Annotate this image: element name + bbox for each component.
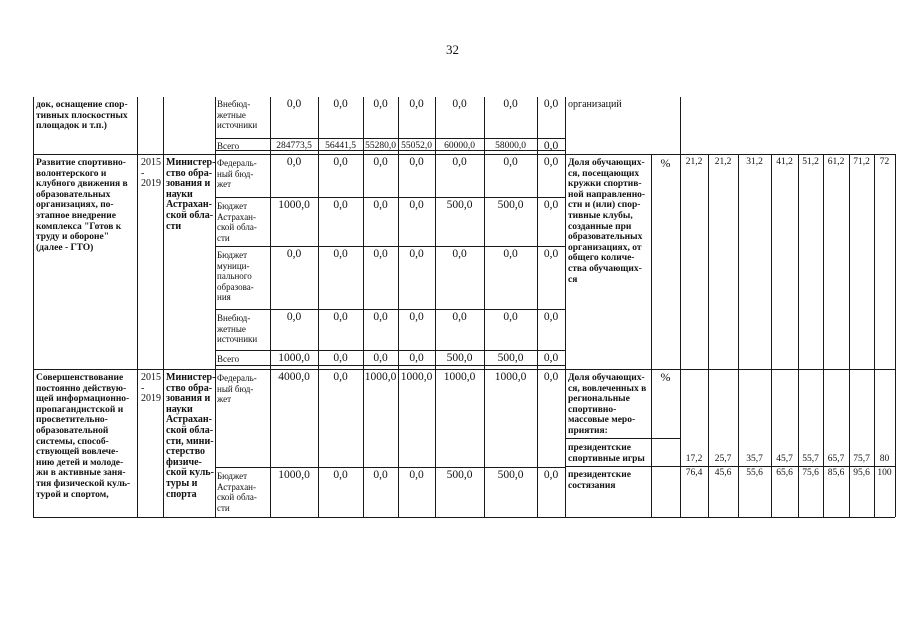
amount-cell: 0,0 — [409, 199, 424, 211]
amount-cell: 500,0 — [446, 352, 473, 364]
amount-cell: 1000,0 — [364, 371, 397, 383]
funding-source: Бюджет Астрахан- ской обла- сти — [217, 201, 257, 243]
result-value: 85,6 — [827, 468, 845, 478]
indicator-text: Доля обучающих- ся, посещающих кружки спортив- ной направленно- сти и (или) спор- тивные клубы, созданные при образовательных организациях, от общего количе- ства обучающих- ся — [568, 158, 646, 285]
amount-cell: 0,0 — [286, 311, 302, 323]
amount-cell: 55052,0 — [401, 141, 432, 151]
page-number: 32 — [446, 42, 459, 57]
years: 2015 - 2019 — [141, 372, 161, 405]
unit: % — [660, 370, 671, 384]
result-value: 95,6 — [853, 468, 870, 478]
funding-source: Всего — [217, 354, 240, 364]
grid-line — [895, 154, 896, 517]
grid-line — [215, 138, 565, 139]
result-value: 35,7 — [746, 454, 763, 464]
funding-source: Федераль- ный бюд- жет — [217, 158, 257, 190]
grid-line — [565, 97, 566, 517]
amount-cell: 0,0 — [543, 311, 559, 323]
amount-cell: 0,0 — [452, 311, 467, 323]
amount-cell: 0,0 — [452, 98, 467, 110]
amount-cell: 56441,5 — [325, 141, 356, 151]
amount-cell: 0,0 — [373, 248, 388, 260]
funding-source: Бюджет Астрахан- ской обла- сти — [217, 471, 257, 513]
amount-cell: 58000,0 — [495, 141, 526, 151]
years: 2015 - 2019 — [141, 157, 161, 190]
result-value: 31,2 — [746, 157, 763, 167]
amount-cell: 1000,0 — [278, 469, 310, 481]
amount-cell: 500,0 — [497, 352, 524, 364]
amount-cell: 1000,0 — [443, 371, 476, 383]
indicator-text: организаций — [568, 99, 622, 110]
result-value: 61,2 — [827, 157, 845, 167]
indicator-text: президентские спортивные игры — [568, 443, 645, 464]
amount-cell: 0,0 — [333, 311, 348, 323]
amount-cell: 55280,0 — [365, 141, 396, 151]
result-value: 55,6 — [746, 468, 763, 478]
grid-line — [565, 438, 680, 439]
grid-line — [651, 154, 652, 517]
amount-cell: 0,0 — [452, 248, 467, 260]
amount-cell: 0,0 — [333, 352, 348, 364]
amount-cell: 60000,0 — [444, 141, 475, 151]
amount-cell: 500,0 — [446, 469, 473, 481]
funding-source: Внебюд- жетные источники — [217, 99, 258, 131]
amount-cell: 0,0 — [333, 98, 348, 110]
amount-cell: 0,0 — [409, 156, 424, 168]
grid-line — [565, 466, 895, 467]
result-value: 65,7 — [827, 454, 845, 464]
amount-cell: 0,0 — [452, 156, 467, 168]
amount-cell: 0,0 — [543, 156, 559, 168]
amount-cell: 0,0 — [373, 311, 388, 323]
amount-cell: 0,0 — [373, 98, 388, 110]
program-table — [33, 97, 895, 517]
amount-cell: 0,0 — [543, 248, 559, 260]
indicator-text: президентские состязания — [568, 470, 631, 491]
unit: % — [660, 156, 671, 170]
result-value: 25,7 — [714, 454, 732, 464]
amount-cell: 0,0 — [373, 469, 388, 481]
result-value: 51,2 — [802, 157, 819, 167]
amount-cell: 0,0 — [543, 140, 559, 152]
activity-name: док, оснащение спор- тивных плоскостных площадок и т.п.) — [36, 100, 128, 132]
executor: Министер- ство обра- зования и науки Астрахан- ской обла- сти, мини- стерство физиче- ской куль- туры и спорта — [166, 372, 216, 500]
amount-cell: 0,0 — [543, 352, 559, 364]
grid-line — [163, 97, 164, 517]
activity-name: Развитие спортивно- волонтерского и клубного движения в образовательных организациях, по- этапное внедрение комплекса "Готов к труду и обороне" (далее - ГТО) — [36, 158, 128, 253]
amount-cell: 284773,5 — [276, 141, 312, 151]
result-value: 100 — [877, 468, 892, 478]
funding-source: Всего — [217, 141, 240, 151]
amount-cell: 1000,0 — [278, 352, 310, 364]
result-value: 75,7 — [853, 454, 870, 464]
amount-cell: 1000,0 — [278, 199, 310, 211]
amount-cell: 0,0 — [409, 98, 424, 110]
result-value: 21,2 — [685, 157, 703, 167]
amount-cell: 0,0 — [409, 248, 424, 260]
amount-cell: 4000,0 — [278, 371, 310, 383]
result-value: 72 — [879, 157, 890, 167]
result-value: 65,6 — [776, 468, 793, 478]
result-value: 76,4 — [685, 468, 703, 478]
result-value: 41,2 — [776, 157, 793, 167]
grid-line — [215, 246, 565, 247]
grid-line — [33, 517, 895, 518]
amount-cell: 0,0 — [333, 199, 348, 211]
amount-cell: 0,0 — [503, 311, 518, 323]
grid-line — [215, 197, 565, 198]
amount-cell: 0,0 — [409, 311, 424, 323]
amount-cell: 1000,0 — [494, 371, 527, 383]
result-value: 55,7 — [802, 454, 819, 464]
amount-cell: 0,0 — [333, 469, 348, 481]
amount-cell: 0,0 — [286, 156, 302, 168]
result-value: 80 — [879, 454, 890, 464]
indicator-text: Доля обучающих- ся, вовлеченных в региональные спортивно- массовые меро- приятия: — [568, 373, 647, 436]
amount-cell: 0,0 — [503, 98, 518, 110]
result-value: 75,6 — [802, 468, 819, 478]
amount-cell: 0,0 — [373, 352, 388, 364]
grid-line — [33, 97, 34, 517]
executor: Министер- ство обра- зования и науки Астрахан- ской обла- сти — [166, 157, 216, 232]
amount-cell: 0,0 — [333, 156, 348, 168]
amount-cell: 0,0 — [503, 156, 518, 168]
amount-cell: 0,0 — [333, 248, 348, 260]
funding-source: Федераль- ный бюд- жет — [217, 373, 257, 405]
result-value: 45,7 — [776, 454, 793, 464]
amount-cell: 0,0 — [286, 248, 302, 260]
amount-cell: 0,0 — [543, 98, 559, 110]
funding-source: Внебюд- жетные источники — [217, 313, 258, 345]
grid-line — [215, 309, 565, 310]
amount-cell: 500,0 — [446, 199, 473, 211]
activity-name: Совершенствование постоянно действую- щей информационно- пропагандистской и просветительно- образовательной системы, способ- ствующей вовлече- нию детей и молоде- жи в активные заня- тия физической куль- турой и спортом, — [36, 373, 131, 500]
grid-line — [215, 365, 565, 366]
grid-line — [215, 350, 565, 351]
grid-line — [137, 97, 138, 517]
amount-cell: 0,0 — [409, 469, 424, 481]
amount-cell: 500,0 — [497, 199, 524, 211]
amount-cell: 0,0 — [409, 352, 424, 364]
amount-cell: 500,0 — [497, 469, 524, 481]
funding-source: Бюджет муници- пального образова- ния — [217, 250, 254, 303]
amount-cell: 0,0 — [286, 98, 302, 110]
amount-cell: 0,0 — [543, 371, 559, 383]
amount-cell: 0,0 — [543, 469, 559, 481]
result-value: 17,2 — [685, 454, 703, 464]
amount-cell: 0,0 — [503, 248, 518, 260]
result-value: 71,2 — [853, 157, 870, 167]
amount-cell: 0,0 — [543, 199, 559, 211]
result-value: 45,6 — [714, 468, 732, 478]
amount-cell: 0,0 — [333, 371, 348, 383]
result-value: 21,2 — [714, 157, 732, 167]
grid-line — [215, 467, 565, 468]
amount-cell: 0,0 — [373, 156, 388, 168]
amount-cell: 0,0 — [373, 199, 388, 211]
amount-cell: 1000,0 — [400, 371, 433, 383]
